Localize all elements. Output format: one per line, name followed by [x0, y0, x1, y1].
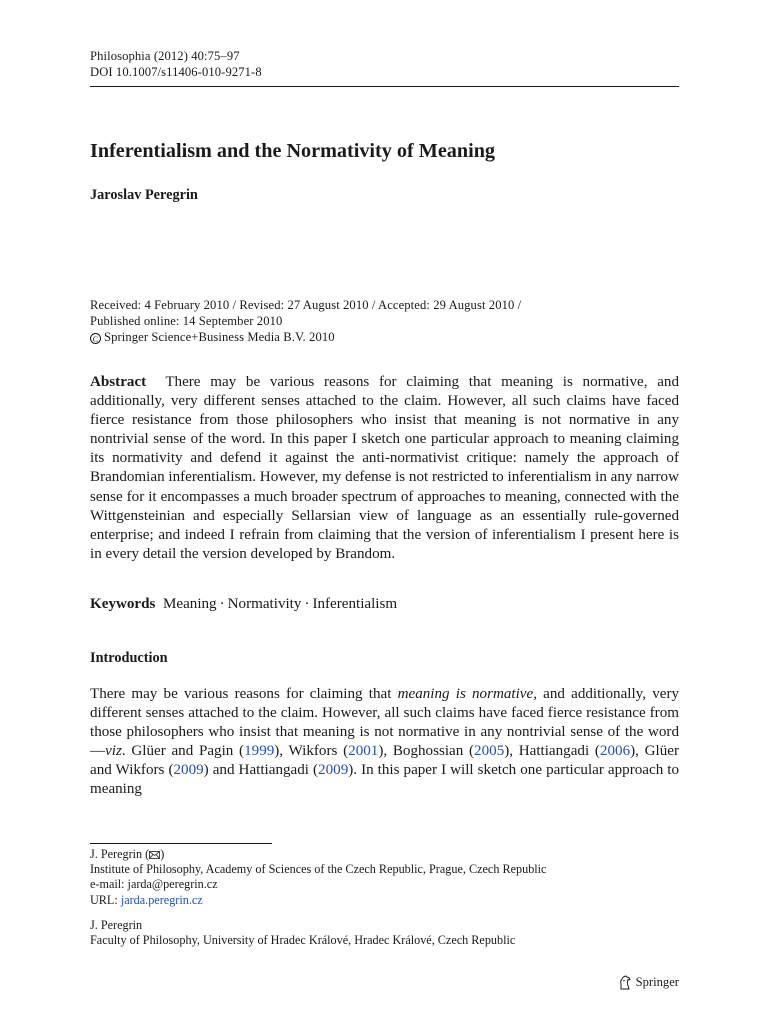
keyword-item: Inferentialism	[312, 596, 398, 612]
emphasis-text: meaning is normative	[397, 686, 534, 702]
article-title: Inferentialism and the Normativity of Meaning	[90, 140, 496, 162]
author-name-close: )	[160, 847, 165, 861]
envelope-icon[interactable]	[149, 851, 160, 859]
keyword-item: Meaning	[162, 596, 217, 612]
citation-link[interactable]: 2005	[474, 743, 505, 760]
text-run: ) and Hattiangadi (	[203, 762, 319, 779]
text-run: ), Hattiangadi (	[504, 743, 600, 760]
affiliation-url	[90, 893, 546, 908]
springer-horse-icon	[618, 975, 632, 990]
citation-link[interactable]: 1999	[244, 743, 275, 760]
publisher-logo	[618, 974, 679, 990]
abstract-label: Abstract	[90, 374, 147, 390]
keyword-item: Normativity	[227, 596, 302, 612]
text-run: ), Wikfors (	[274, 743, 349, 760]
text-run: , and additionally, very different senses attached to the claim. However, all such claims have faced fierce resistance from those philosophers who insist that meaning is not normative in any nontrivial sense of the word—	[90, 686, 680, 760]
publication-history	[90, 297, 521, 345]
text-run: ), Boghossian (	[378, 743, 475, 760]
affiliation-institution: Faculty of Philosophy, University of Hradec Králové, Hradec Králové, Czech Republic	[90, 933, 516, 948]
text-run: ), Glüer and Wikfors (	[90, 743, 679, 779]
header-divider	[90, 86, 679, 87]
affiliation-block	[90, 918, 515, 948]
keywords	[90, 595, 397, 614]
affiliation-institution: Institute of Philosophy, Academy of Sciences of the Czech Republic, Prague, Czech Republic	[90, 862, 547, 877]
affiliation-name	[90, 847, 546, 862]
text-run: ). In this paper I will sketch one particular approach to meaning	[90, 762, 680, 798]
footnote-divider	[90, 843, 272, 844]
section-heading-introduction: Introduction	[90, 650, 168, 666]
article-author: Jaroslav Peregrin	[90, 187, 198, 203]
url-label: URL:	[90, 892, 121, 907]
author-name: J. Peregrin (	[90, 847, 150, 861]
copyright-icon: C	[90, 333, 101, 344]
keyword-separator: ·	[219, 596, 225, 612]
article-page	[90, 0, 679, 1024]
affiliation-block	[90, 847, 546, 908]
text-run: . Glüer and Pagin (	[121, 743, 245, 760]
copyright-text: Springer Science+Business Media B.V. 2010	[104, 330, 335, 344]
history-published: Published online: 14 September 2010	[90, 314, 283, 328]
text-run: There may be various reasons for claiming that	[90, 686, 398, 702]
history-dates: Received: 4 February 2010 / Revised: 27 August 2010 / Accepted: 29 August 2010 /	[90, 298, 522, 312]
journal-header	[90, 48, 262, 80]
copyright-line	[90, 329, 521, 345]
publisher-name: Springer	[635, 975, 679, 989]
journal-doi: DOI 10.1007/s11406-010-9271-8	[90, 65, 262, 79]
citation-link[interactable]: 2006	[599, 743, 631, 760]
abstract-text: There may be various reasons for claiming that meaning is normative, and additionally, very different senses attached to the claim. However, all such claims have faced fierce resistance from those philosophers who insist that meaning is not normative in any nontrivial sense of the word. In this paper I sketch one particular approach to meaning claiming its normativity and defend it against the anti-normativist critique: namely the approach of Brandomian inferentialism. However, my defense is not restricted to inferentialism in any narrow sense for it encompasses a much broader spectrum of approaches to meaning, connected with the Wittgensteinian and especially Sellarsian view of language as an essentially rule-governed enterprise; and indeed I refrain from claiming that the version of inferentialism I present here is in every detail the version developed by Brandom.	[90, 374, 679, 562]
emphasis-text: viz	[105, 743, 122, 760]
affiliation-email: e-mail: jarda@peregrin.cz	[90, 877, 218, 892]
keyword-separator: ·	[304, 596, 310, 612]
author-url-link[interactable]: jarda.peregrin.cz	[120, 892, 203, 907]
citation-link[interactable]: 2009	[318, 762, 349, 779]
abstract	[90, 373, 679, 564]
citation-link[interactable]: 2009	[173, 762, 204, 779]
keywords-label: Keywords	[90, 596, 156, 612]
journal-citation: Philosophia (2012) 40:75–97	[90, 49, 240, 63]
affiliation-name: J. Peregrin	[90, 918, 143, 932]
citation-link[interactable]: 2001	[348, 743, 379, 760]
introduction-paragraph	[90, 685, 679, 800]
